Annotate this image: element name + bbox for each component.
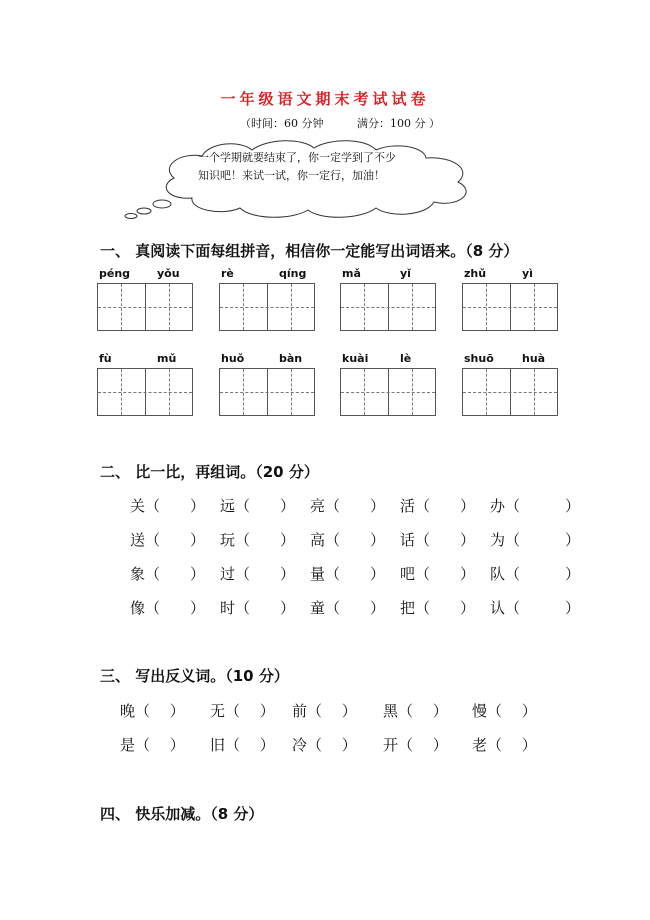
word-blank[interactable]: 队（ ） xyxy=(490,565,581,583)
section-4-title: 四、 快乐加减。（8 分） xyxy=(100,805,264,823)
word-blank[interactable]: 过（ ） xyxy=(220,565,296,583)
pinyin-syllable: fù xyxy=(99,352,112,365)
antonym-blank[interactable]: 老（ ） xyxy=(472,736,537,754)
page-title: 一年级语文期末考试试卷 xyxy=(220,90,430,108)
antonym-blank[interactable]: 是（ ） xyxy=(120,736,185,754)
antonym-blank[interactable]: 旧（ ） xyxy=(210,736,275,754)
pinyin-syllable: kuài xyxy=(342,352,369,365)
cloud-line-2: 知识吧！来试一试，你一定行，加油！ xyxy=(198,169,385,182)
pinyin-syllable: rè xyxy=(221,267,234,280)
writing-grid[interactable] xyxy=(97,368,193,416)
word-blank[interactable]: 送（ ） xyxy=(130,531,206,549)
pinyin-syllable: huà xyxy=(522,352,546,365)
grid-guide xyxy=(341,307,435,308)
antonym-blank[interactable]: 黑（ ） xyxy=(383,702,448,720)
antonym-blank[interactable]: 开（ ） xyxy=(383,736,448,754)
writing-grid[interactable] xyxy=(340,283,436,331)
grid-guide xyxy=(341,392,435,393)
antonym-blank[interactable]: 冷（ ） xyxy=(292,736,357,754)
writing-grid[interactable] xyxy=(340,368,436,416)
pinyin-syllable: péng xyxy=(99,267,131,280)
word-blank[interactable]: 吧（ ） xyxy=(400,565,476,583)
antonym-blank[interactable]: 无（ ） xyxy=(210,702,275,720)
exam-score: 满分：100 分 ） xyxy=(357,117,440,130)
word-blank[interactable]: 话（ ） xyxy=(400,531,476,549)
pinyin-syllable: yǐ xyxy=(400,267,411,280)
grid-guide xyxy=(220,307,314,308)
writing-grid[interactable] xyxy=(462,283,558,331)
word-blank[interactable]: 为（ ） xyxy=(490,531,581,549)
section-3-title: 三、 写出反义词。（10 分） xyxy=(100,667,289,685)
cloud-text xyxy=(198,149,428,185)
word-blank[interactable]: 高（ ） xyxy=(310,531,386,549)
pinyin-syllable: huǒ xyxy=(221,352,245,365)
pinyin-syllable: shuō xyxy=(464,352,494,365)
word-blank[interactable]: 像（ ） xyxy=(130,599,206,617)
pinyin-syllable: lè xyxy=(400,352,412,365)
pinyin-syllable: mǔ xyxy=(157,352,177,365)
antonym-blank[interactable]: 慢（ ） xyxy=(472,702,537,720)
word-blank[interactable]: 玩（ ） xyxy=(220,531,296,549)
writing-grid[interactable] xyxy=(219,283,315,331)
grid-guide xyxy=(98,392,192,393)
word-blank[interactable]: 量（ ） xyxy=(310,565,386,583)
word-blank[interactable]: 把（ ） xyxy=(400,599,476,617)
cloud-line-1: 一个学期就要结束了，你一定学到了不少 xyxy=(198,151,396,164)
pinyin-syllable: qíng xyxy=(279,267,307,280)
pinyin-syllable: bàn xyxy=(279,352,303,365)
word-blank[interactable]: 关（ ） xyxy=(130,497,206,515)
grid-guide xyxy=(463,392,557,393)
exam-time: （时间：60 分钟 xyxy=(240,117,324,130)
antonym-blank[interactable]: 晚（ ） xyxy=(120,702,185,720)
section-1-title: 一、 真阅读下面每组拼音，相信你一定能写出词语来。（8 分） xyxy=(100,242,519,260)
word-blank[interactable]: 认（ ） xyxy=(490,599,581,617)
word-blank[interactable]: 象（ ） xyxy=(130,565,206,583)
pinyin-syllable: zhǔ xyxy=(464,267,487,280)
section-2-title: 二、 比一比，再组词。（20 分） xyxy=(100,463,319,481)
grid-guide xyxy=(463,307,557,308)
pinyin-syllable: yǒu xyxy=(157,267,180,280)
word-blank[interactable]: 童（ ） xyxy=(310,599,386,617)
antonym-blank[interactable]: 前（ ） xyxy=(292,702,357,720)
pinyin-syllable: yì xyxy=(522,267,533,280)
word-blank[interactable]: 远（ ） xyxy=(220,497,296,515)
writing-grid[interactable] xyxy=(219,368,315,416)
grid-guide xyxy=(220,392,314,393)
writing-grid[interactable] xyxy=(97,283,193,331)
word-blank[interactable]: 时（ ） xyxy=(220,599,296,617)
pinyin-syllable: mǎ xyxy=(342,267,361,280)
word-blank[interactable]: 活（ ） xyxy=(400,497,476,515)
grid-guide xyxy=(98,307,192,308)
word-blank[interactable]: 亮（ ） xyxy=(310,497,386,515)
word-blank[interactable]: 办（ ） xyxy=(490,497,581,515)
writing-grid[interactable] xyxy=(462,368,558,416)
